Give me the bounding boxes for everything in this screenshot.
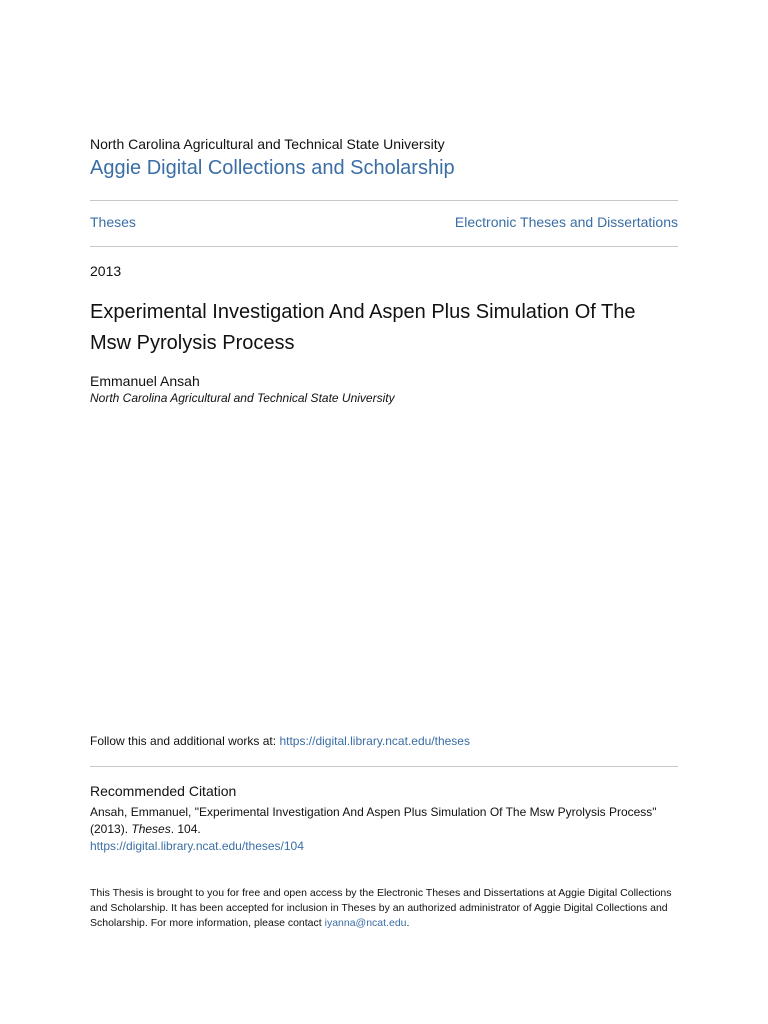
citation-series: Theses bbox=[131, 822, 171, 836]
divider bbox=[90, 246, 678, 247]
publication-year: 2013 bbox=[90, 263, 122, 279]
citation-text bbox=[90, 804, 680, 855]
notice-end: . bbox=[406, 917, 410, 929]
citation-number: . 104. bbox=[170, 822, 201, 836]
breadcrumb-theses-link[interactable]: Theses bbox=[90, 214, 136, 230]
contact-email-link[interactable]: iyanna@ncat.edu bbox=[324, 917, 407, 929]
divider bbox=[90, 766, 678, 767]
institution-name: North Carolina Agricultural and Technical State University bbox=[90, 136, 445, 152]
repository-link[interactable]: Aggie Digital Collections and Scholarship bbox=[90, 157, 455, 179]
author-affiliation: North Carolina Agricultural and Technical State University bbox=[90, 391, 395, 405]
citation-link[interactable]: https://digital.library.ncat.edu/theses/104 bbox=[90, 839, 304, 853]
access-notice bbox=[90, 886, 680, 931]
follow-line bbox=[90, 734, 470, 748]
citation-heading: Recommended Citation bbox=[90, 783, 237, 799]
divider bbox=[90, 200, 678, 201]
notice-text: This Thesis is brought to you for free and open access by the Electronic Theses and Dissertations at Aggie Digital Collections and Scholarship. It has been accepted for inclusion in Theses by an authorized administrator of Aggie Digital Collections and Scholarship. For more information, please contact bbox=[90, 887, 672, 929]
author-name: Emmanuel Ansah bbox=[90, 373, 200, 389]
follow-link[interactable]: https://digital.library.ncat.edu/theses bbox=[279, 734, 470, 748]
breadcrumb-etd-link[interactable]: Electronic Theses and Dissertations bbox=[454, 214, 678, 230]
document-title: Experimental Investigation And Aspen Plus Simulation Of The Msw Pyrolysis Process bbox=[90, 301, 636, 354]
follow-label: Follow this and additional works at: bbox=[90, 734, 280, 748]
citation-body: Ansah, Emmanuel, "Experimental Investigation And Aspen Plus Simulation Of The Msw Pyrolysis Process" (2013). bbox=[90, 805, 657, 836]
